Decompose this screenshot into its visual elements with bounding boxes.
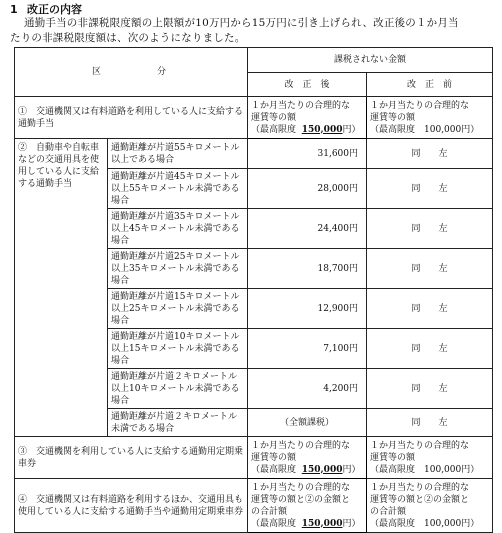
row2-sub-amount: 24,400円 [248,209,367,249]
nontaxable-limit-table [14,47,493,533]
row2-sub-same: 同 左 [367,369,493,409]
row4-before-cell [367,479,493,533]
row3-before-line1: １か月当たりの合理的な [370,440,470,451]
row2-sub-same: 同 左 [367,249,493,289]
row3-after-limit-amount: 150,000 [301,464,343,475]
row1-before-line1: １か月当たりの合理的な [370,100,470,111]
table-row [15,139,493,169]
row4-after-cell [248,479,367,533]
row1-after-line2: 運賃等の額 [251,112,297,123]
row2-sub-amount: 31,600円 [248,139,367,169]
row2-sub-same: 同 左 [367,409,493,437]
section-number: 1 [10,3,18,16]
row2-sub-amount: 28,000円 [248,169,367,209]
row4-before-line1: １か月当たりの合理的な [370,482,470,493]
row3-before-limit: （最高限度 100,000円） [370,464,480,475]
row2-sub-text: 通勤距離が片道25キロメートル以上35キロメートル未満である場合 [108,249,248,289]
row4-before-limit: （最高限度 100,000円） [370,518,480,529]
header-nontaxable: 課税されない金額 [248,48,493,73]
row4-after-limit-prefix: （最高限度 [251,518,297,529]
intro-line-1: 通勤手当の非課税限度額の上限額が10万円から15万円に引き上げられ、改正後の１か月当 [24,17,459,29]
row2-sub-amount: （全額課税） [248,409,367,437]
row2-sub-text: 通勤距離が片道２キロメートル以上10キロメートル未満である場合 [108,369,248,409]
row2-sub-text: 通勤距離が片道２キロメートル未満である場合 [108,409,248,437]
header-after: 改 正 後 [248,73,367,97]
row2-sub-amount: 18,700円 [248,249,367,289]
section-heading: 改正の内容 [27,3,82,16]
row1-after-cell [248,97,367,139]
row2-sub-amount: 7,100円 [248,329,367,369]
row4-before-line3: の合計額 [370,506,407,517]
row2-sub-same: 同 左 [367,139,493,169]
row2-sub-text: 通勤距離が片道15キロメートル以上25キロメートル未満である場合 [108,289,248,329]
row1-before-cell [367,97,493,139]
row1-after-limit-prefix: （最高限度 [251,124,297,135]
row1-after-limit-suffix: 円） [342,124,361,135]
row2-sub-text: 通勤距離が片道45キロメートル以上55キロメートル未満である場合 [108,169,248,209]
intro-line-2: たりの非課税限度額は、次のようになりました。 [10,32,246,44]
row2-sub-text: 通勤距離が片道55キロメートル以上である場合 [108,139,248,169]
row3-after-limit-suffix: 円） [342,464,361,475]
row2-label: ② 自動車や自転車などの交通用具を使用している人に支給する通勤手当 [15,139,108,437]
row4-after-line1: １か月当たりの合理的な [251,482,351,493]
table-row [15,437,493,479]
row3-after-line2: 運賃等の額 [251,452,297,463]
row1-after-limit-amount: 150,000 [301,124,343,135]
row4-after-line2: 運賃等の額と②の金額と [251,494,351,505]
row2-sub-same: 同 左 [367,329,493,369]
row2-sub-same: 同 左 [367,209,493,249]
row2-sub-amount: 12,900円 [248,289,367,329]
row4-label: ④ 交通機関又は有料道路を利用するほか、交通用具も使用している人に支給する通勤手当や通勤用定期乗車券 [15,479,248,533]
row2-sub-same: 同 左 [367,169,493,209]
row3-after-line1: １か月当たりの合理的な [251,440,351,451]
row1-before-limit: （最高限度 100,000円） [370,124,480,135]
row1-label: ① 交通機関又は有料道路を利用している人に支給する通勤手当 [15,97,248,139]
row2-sub-amount: 4,200円 [248,369,367,409]
row2-sub-text: 通勤距離が片道10キロメートル以上15キロメートル未満である場合 [108,329,248,369]
header-before: 改 正 前 [367,73,493,97]
row1-after-limit [251,124,363,136]
row3-after-limit [251,464,363,476]
row2-sub-same: 同 左 [367,289,493,329]
row3-before-line2: 運賃等の額 [370,452,416,463]
row3-after-cell [248,437,367,479]
row4-before-line2: 運賃等の額と②の金額と [370,494,470,505]
row4-after-limit-amount: 150,000 [301,518,343,529]
row3-label: ③ 交通機関を利用している人に支給する通勤用定期乗車券 [15,437,248,479]
row4-after-line3: の合計額 [251,506,288,517]
row4-after-limit-suffix: 円） [342,518,361,529]
row1-after-line1: １か月当たりの合理的な [251,100,351,111]
row1-before-line2: 運賃等の額 [370,112,416,123]
row4-after-limit [251,518,363,530]
table-row [15,97,493,139]
row2-sub-text: 通勤距離が片道35キロメートル以上45キロメートル未満である場合 [108,209,248,249]
table-row [15,479,493,533]
row3-before-cell [367,437,493,479]
row3-after-limit-prefix: （最高限度 [251,464,297,475]
header-category: 区 分 [15,48,248,97]
